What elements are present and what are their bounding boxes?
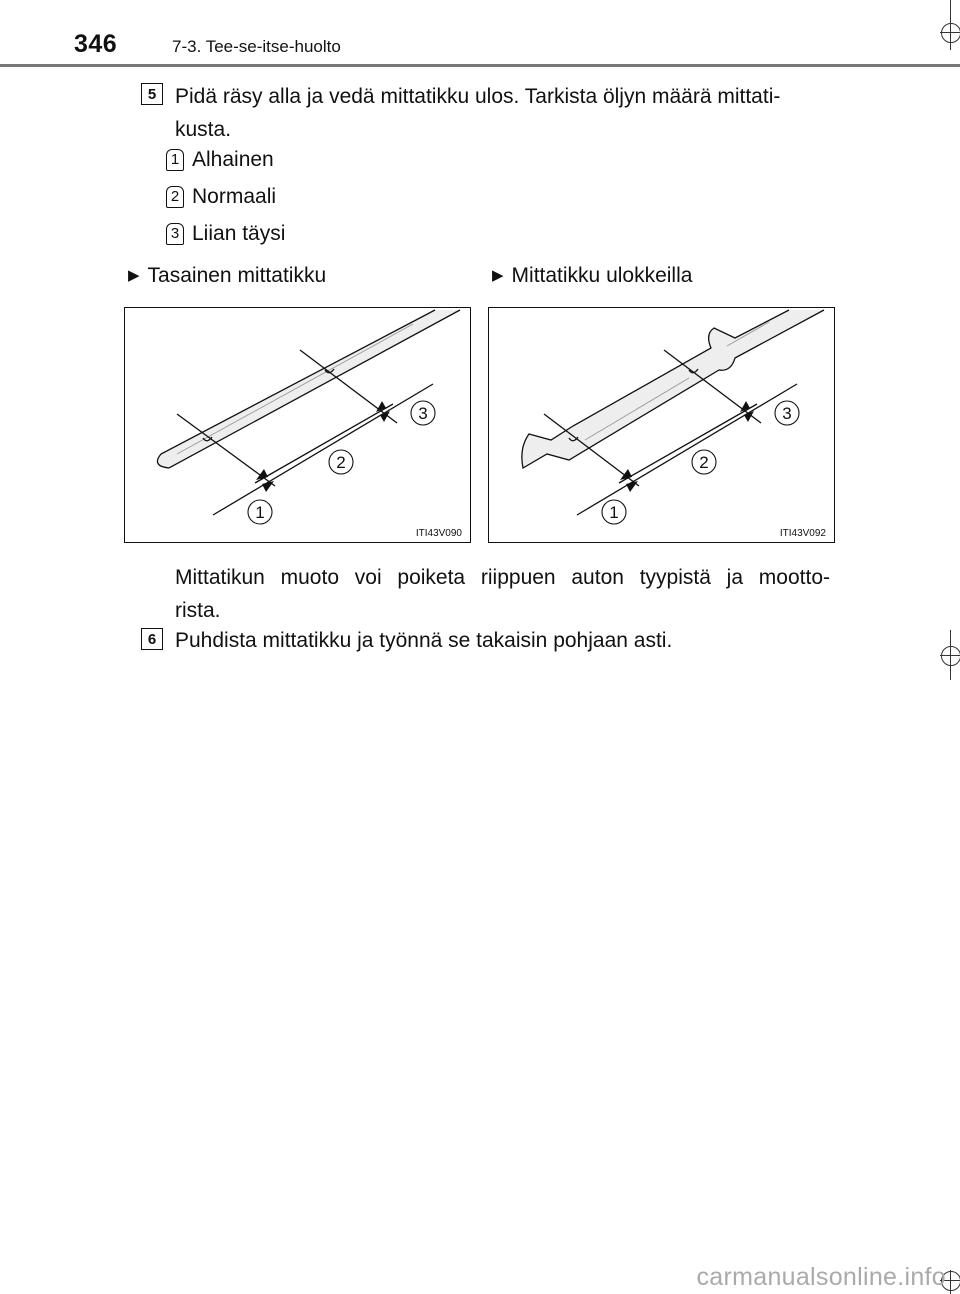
figure-code: ITI43V092 [779,528,826,539]
list-item-label: Liian täysi [192,222,286,245]
figure-code: ITI43V090 [415,528,462,539]
step-6-badge: 6 [141,628,163,650]
registration-mark-top [940,0,960,50]
number-badge: 2 [166,186,184,208]
step-5-text: Pidä räsy alla ja vedä mittatikku ulos. Tarkista öljyn määrä mittati-kusta. [175,85,781,141]
triangle-bullet-icon: ▶ [128,267,140,284]
triangle-bullet-icon: ▶ [492,267,504,284]
figure-title-text: Tasainen mittatikku [147,264,327,287]
list-item-low [166,148,274,172]
callout-1: 1 [255,503,265,522]
callout-3: 3 [418,404,428,423]
header-rule [0,64,960,67]
callout-2: 2 [699,453,709,472]
watermark: carmanualsonline.info [696,1263,946,1291]
list-item-label: Normaali [192,185,277,208]
callout-2: 2 [336,453,346,472]
figure-title-flat [128,264,326,288]
list-item-normal [166,185,276,209]
list-item-full [166,222,285,246]
registration-mark-middle [940,630,960,680]
step-5-badge: 5 [141,83,163,105]
page-number: 346 [74,30,118,58]
callout-1: 1 [609,503,619,522]
figure-title-tabs [492,264,692,288]
section-title: 7-3. Tee-se-itse-huolto [172,37,341,56]
note-text: Mittatikun muoto voi poiketa riippuen auton tyypistä ja mootto-rista. [175,566,830,622]
step-6-text: Puhdista mittatikku ja työnnä se takaisin pohjaan asti. [175,629,673,652]
figure-flat-dipstick [124,307,471,543]
list-item-label: Alhainen [192,148,274,171]
number-badge: 3 [166,223,184,245]
callout-3: 3 [782,404,792,423]
figure-title-text: Mittatikku ulokkeilla [511,264,693,287]
number-badge: 1 [166,149,184,171]
dipstick-illustration [489,308,834,542]
figure-tabbed-dipstick [488,307,835,543]
dipstick-illustration [125,308,470,542]
